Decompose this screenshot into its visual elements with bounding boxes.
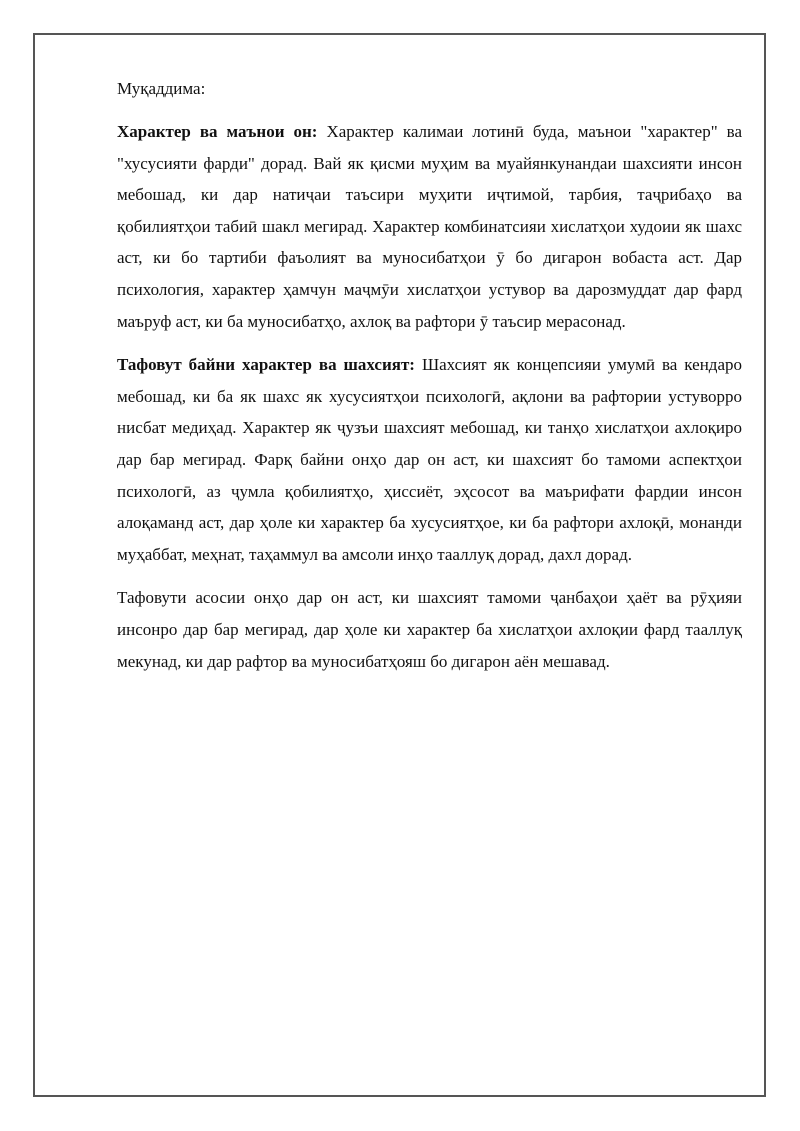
document-body [117, 74, 742, 689]
section-text: Характер калимаи лотинӣ буда, маънои "характер" ва "хусусияти фарди" дорад. Вай як қисми муҳим ва муайянкунандаи шахсияти инсон мебошад, ки дар натиҷаи таъсири муҳити иҷтимой, тарбия, таҷрибаҳо ва қобилиятҳои табиӣ шакл мегирад. Характер комбинатсияи хислатҳои худоии як шахс аст, ки бо тартиби фаъолият ва муносибатҳои ӯ бо дигарон вобаста аст. Дар психология, характер ҳамчун маҷмӯи хислатҳои устувор ва дарозмуддат дар фард маъруф аст, ки ба муносибатҳо, ахлоқ ва рафтори ӯ таъсир мерасонад. [117, 122, 742, 331]
section-text: Шахсият як концепсияи умумӣ ва кендаро мебошад, ки ба як шахс як хусусиятҳои психологӣ, ақлони ва рафтории устуворро нисбат медиҳад. Характер як ҷузъи шахсият мебошад, ки танҳо хислатҳои ахлоқиро дар бар мегирад. Фарқ байни онҳо дар он аст, ки шахсият бо тамоми аспектҳои психологӣ, аз ҷумла қобилиятҳо, ҳиссиёт, эҳсосот ва маърифати фардии инсон алоқаманд аст, дар ҳоле ки характер ба хусусиятҳое, ки ба рафтори ахлоқӣ, монанди муҳаббат, меҳнат, таҳаммул ва амсоли инҳо тааллуқ дорад, дахл дорад. [117, 355, 742, 564]
section-lead: Характер ва маънои он: [117, 122, 318, 141]
section-character-vs-personality [117, 349, 742, 570]
section-lead: Тафовут байни характер ва шахсият: [117, 355, 415, 375]
section-main-difference [117, 582, 742, 677]
section-text: Тафовути асосии онҳо дар он аст, ки шахсият тамоми ҷанбаҳои ҳаёт ва рӯҳияи инсонро дар бар мегирад, дар ҳоле ки характер ба хислатҳои ахлоқии фард тааллуқ мекунад, ки дар рафтор ва муносибатҳояш бо дигарон аён мешавад. [117, 588, 742, 671]
intro-heading: Муқаддима: [117, 79, 206, 98]
section-character-meaning [117, 116, 742, 337]
